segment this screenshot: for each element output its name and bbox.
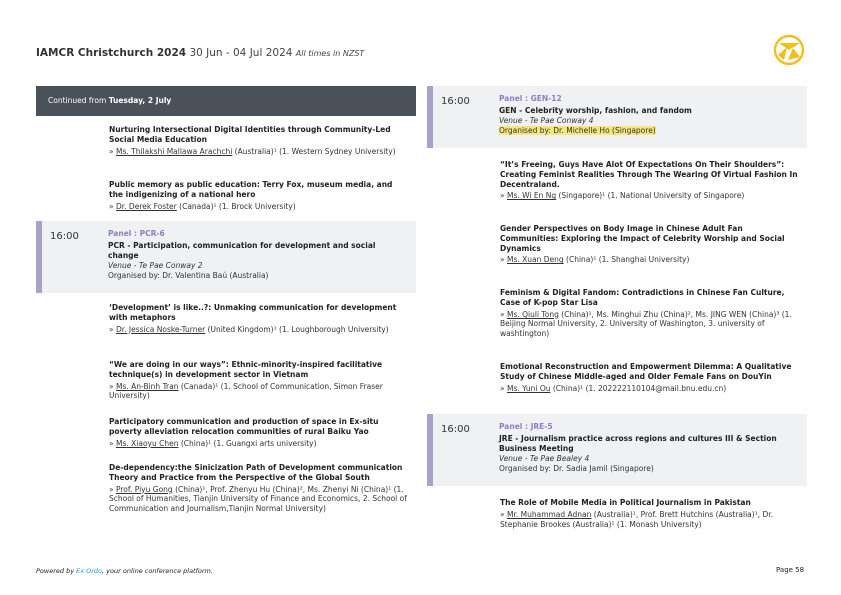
session-block [36,221,416,293]
paper-title: “We are doing in our ways”: Ethnic-minority-inspired facilitative technique(s) in development sector in Vietnam [109,360,383,379]
author-details: (China)¹ (1. 202222110104@mail.bnu.edu.cn) [550,383,727,393]
paper-authors [109,439,409,449]
session-block [427,86,807,148]
session-time: 16:00 [50,231,79,242]
presenter-link[interactable]: Ms. Yuni Ou [506,383,551,393]
author-prefix: » [500,309,507,319]
author-details: (Canada)¹ (1. Brock University) [176,201,296,211]
author-details: (Australia)¹, Prof. Brett Hutchins (Australia)¹, Dr. Stephanie Brookes (Australia)¹ (1. Monash University) [500,509,774,529]
author-prefix: » [500,255,507,265]
powered-prefix: Powered by [36,567,77,575]
session-venue: Venue - Te Pae Bealey 4 [499,453,590,463]
author-prefix: » [500,509,507,519]
panel-code: Panel : JRE-5 [499,422,553,431]
session-time: 16:00 [441,424,470,435]
author-details: (United Kingdom)¹ (1. Loughborough University) [205,324,389,334]
continued-prefix: Continued from [48,96,109,105]
session-details [499,414,799,475]
paper-title: The Role of Mobile Media in Political Journalism in Pakistan [500,498,751,507]
conference-logo-icon [773,34,805,66]
session-block [427,414,807,486]
paper-item [500,224,800,265]
author-prefix: » [109,201,116,211]
timezone-note: All times in NZST [295,49,365,58]
page-number: Page 58 [776,566,805,574]
paper-list [427,148,807,414]
paper-item [109,417,409,448]
author-details: (China)¹, Ms. Minghui Zhu (China)², Ms. JING WEN (China)³ (1. Beijing Normal University, 2. University of Washington, 3. university of washtington) [500,309,792,338]
author-prefix: » [500,191,507,201]
paper-item [500,160,800,201]
paper-authors [109,202,409,212]
session-organiser: Organised by: Dr. Valentina Baú (Australia) [108,271,269,280]
ex-ordo-link[interactable]: Ex Ordo [76,567,103,575]
paper-authors [500,255,800,265]
session-organiser [499,126,799,137]
document-header [36,47,364,59]
paper-authors [500,510,800,530]
author-details: (Singapore)¹ (1. National University of Singapore) [556,191,745,201]
session-venue: Venue - Te Pae Conway 2 [108,260,203,270]
paper-title: Nurturing Intersectional Digital Identities through Community-Led Social Media Education [109,125,391,144]
author-details: (Australia)¹ (1. Western Sydney University) [232,146,396,156]
panel-title: PCR - Participation, communication for development and social change [108,241,376,260]
conference-title: IAMCR Christchurch 2024 [36,47,187,59]
presenter-link[interactable]: Ms. Xuan Deng [506,255,564,265]
presenter-link[interactable]: Dr. Jessica Noske-Turner [115,324,206,334]
paper-item [109,180,409,211]
left-column [36,86,416,543]
paper-item [109,463,409,514]
author-prefix: » [109,438,116,448]
presenter-link[interactable]: Ms. Qiuli Tong [506,309,559,319]
paper-title: Public memory as public education: Terry Fox, museum media, and the indigenizing of a national hero [109,180,393,199]
conference-dates: 30 Jun - 04 Jul 2024 [189,47,293,59]
paper-authors [500,191,800,201]
panel-code: Panel : GEN-12 [499,94,562,103]
paper-item [500,498,800,529]
paper-authors [500,310,800,339]
paper-title: Gender Perspectives on Body Image in Chinese Adult Fan Communities: Exploring the Impact of Celebrity Worship and Social Dynamics [500,224,785,253]
session-venue: Venue - Te Pae Conway 4 [499,115,594,125]
author-prefix: » [109,146,116,156]
author-prefix: » [109,381,116,391]
author-prefix: » [500,383,507,393]
author-prefix: » [109,484,116,494]
paper-authors [500,384,800,394]
session-details [108,221,408,282]
paper-authors [109,325,409,335]
presenter-link[interactable]: Ms. Xiaoyu Chen [115,438,179,448]
paper-title: ‘Development’ is like..?: Unmaking communication for development with metaphors [109,303,397,322]
paper-title: Feminism & Digital Fandom: Contradictions in Chinese Fan Culture, Case of K-pop Star Lisa [500,288,785,307]
paper-title: “It’s Freeing, Guys Have Alot Of Expectations On Their Shoulders”: Creating Feminist Realities Through The Wearing Of Virtual Fashion In Decentraland. [500,160,798,189]
right-column [427,86,807,536]
paper-title: De-dependency:the Sinicization Path of Development communication Theory and Practice from the Perspective of the Global South [109,463,403,482]
continued-banner [36,86,416,116]
paper-list [36,293,416,543]
paper-authors [109,382,409,402]
paper-item [109,303,409,334]
paper-list [36,116,416,221]
footer-powered-by [36,567,213,575]
author-details: (China)¹ (1. Shanghai University) [563,255,690,265]
paper-title: Emotional Reconstruction and Empowerment Dilemma: A Qualitative Study of Chinese Middle-aged and Older Female Fans on DouYin [500,362,792,381]
panel-title: GEN - Celebrity worship, fashion, and fandom [499,106,692,115]
session-time: 16:00 [441,96,470,107]
paper-item [500,362,800,393]
presenter-link[interactable]: Ms. Wi En Ng [506,191,557,201]
presenter-link[interactable]: Prof. Piyu Gong [115,484,173,494]
paper-title: Participatory communication and production of space in Ex-situ poverty alleviation relocation communities of rural Baiku Yao [109,417,379,436]
paper-item [109,125,409,156]
session-organiser: Organised by: Dr. Sadia Jamil (Singapore) [499,464,654,473]
author-details: (Canada)¹ (1. School of Communication, Simon Fraser University) [109,381,383,401]
continued-day: Tuesday, 2 July [108,96,172,105]
presenter-link[interactable]: Ms. Thilakshi Mallawa Arachchi [115,146,233,156]
paper-authors [109,147,409,157]
author-details: (China)¹ (1. Guangxi arts university) [178,438,317,448]
paper-list [427,486,807,536]
paper-item [109,360,409,401]
powered-suffix: , your online conference platform. [102,567,213,575]
panel-code: Panel : PCR-6 [108,229,165,238]
author-details: (China)¹, Prof. Zhenyu Hu (China)², Ms. Zhenyi Ni (China)¹ (1. School of Humanities, Tianjin University of Finance and Economics, 2. School of Communication and Journalism,Tianjin Normal University) [109,484,407,513]
paper-item [500,288,800,339]
paper-authors [109,485,409,514]
presenter-link[interactable]: Dr. Derek Foster [115,201,177,211]
presenter-link[interactable]: Mr. Muhammad Adnan [506,509,592,519]
organiser-highlight: Organised by: Dr. Michelle Ho (Singapore) [499,126,656,136]
presenter-link[interactable]: Ms. An-Binh Tran [115,381,179,391]
panel-title: JRE - Journalism practice across regions and cultures III & Section Business Meeting [499,434,777,453]
author-prefix: » [109,324,116,334]
session-details [499,86,799,137]
